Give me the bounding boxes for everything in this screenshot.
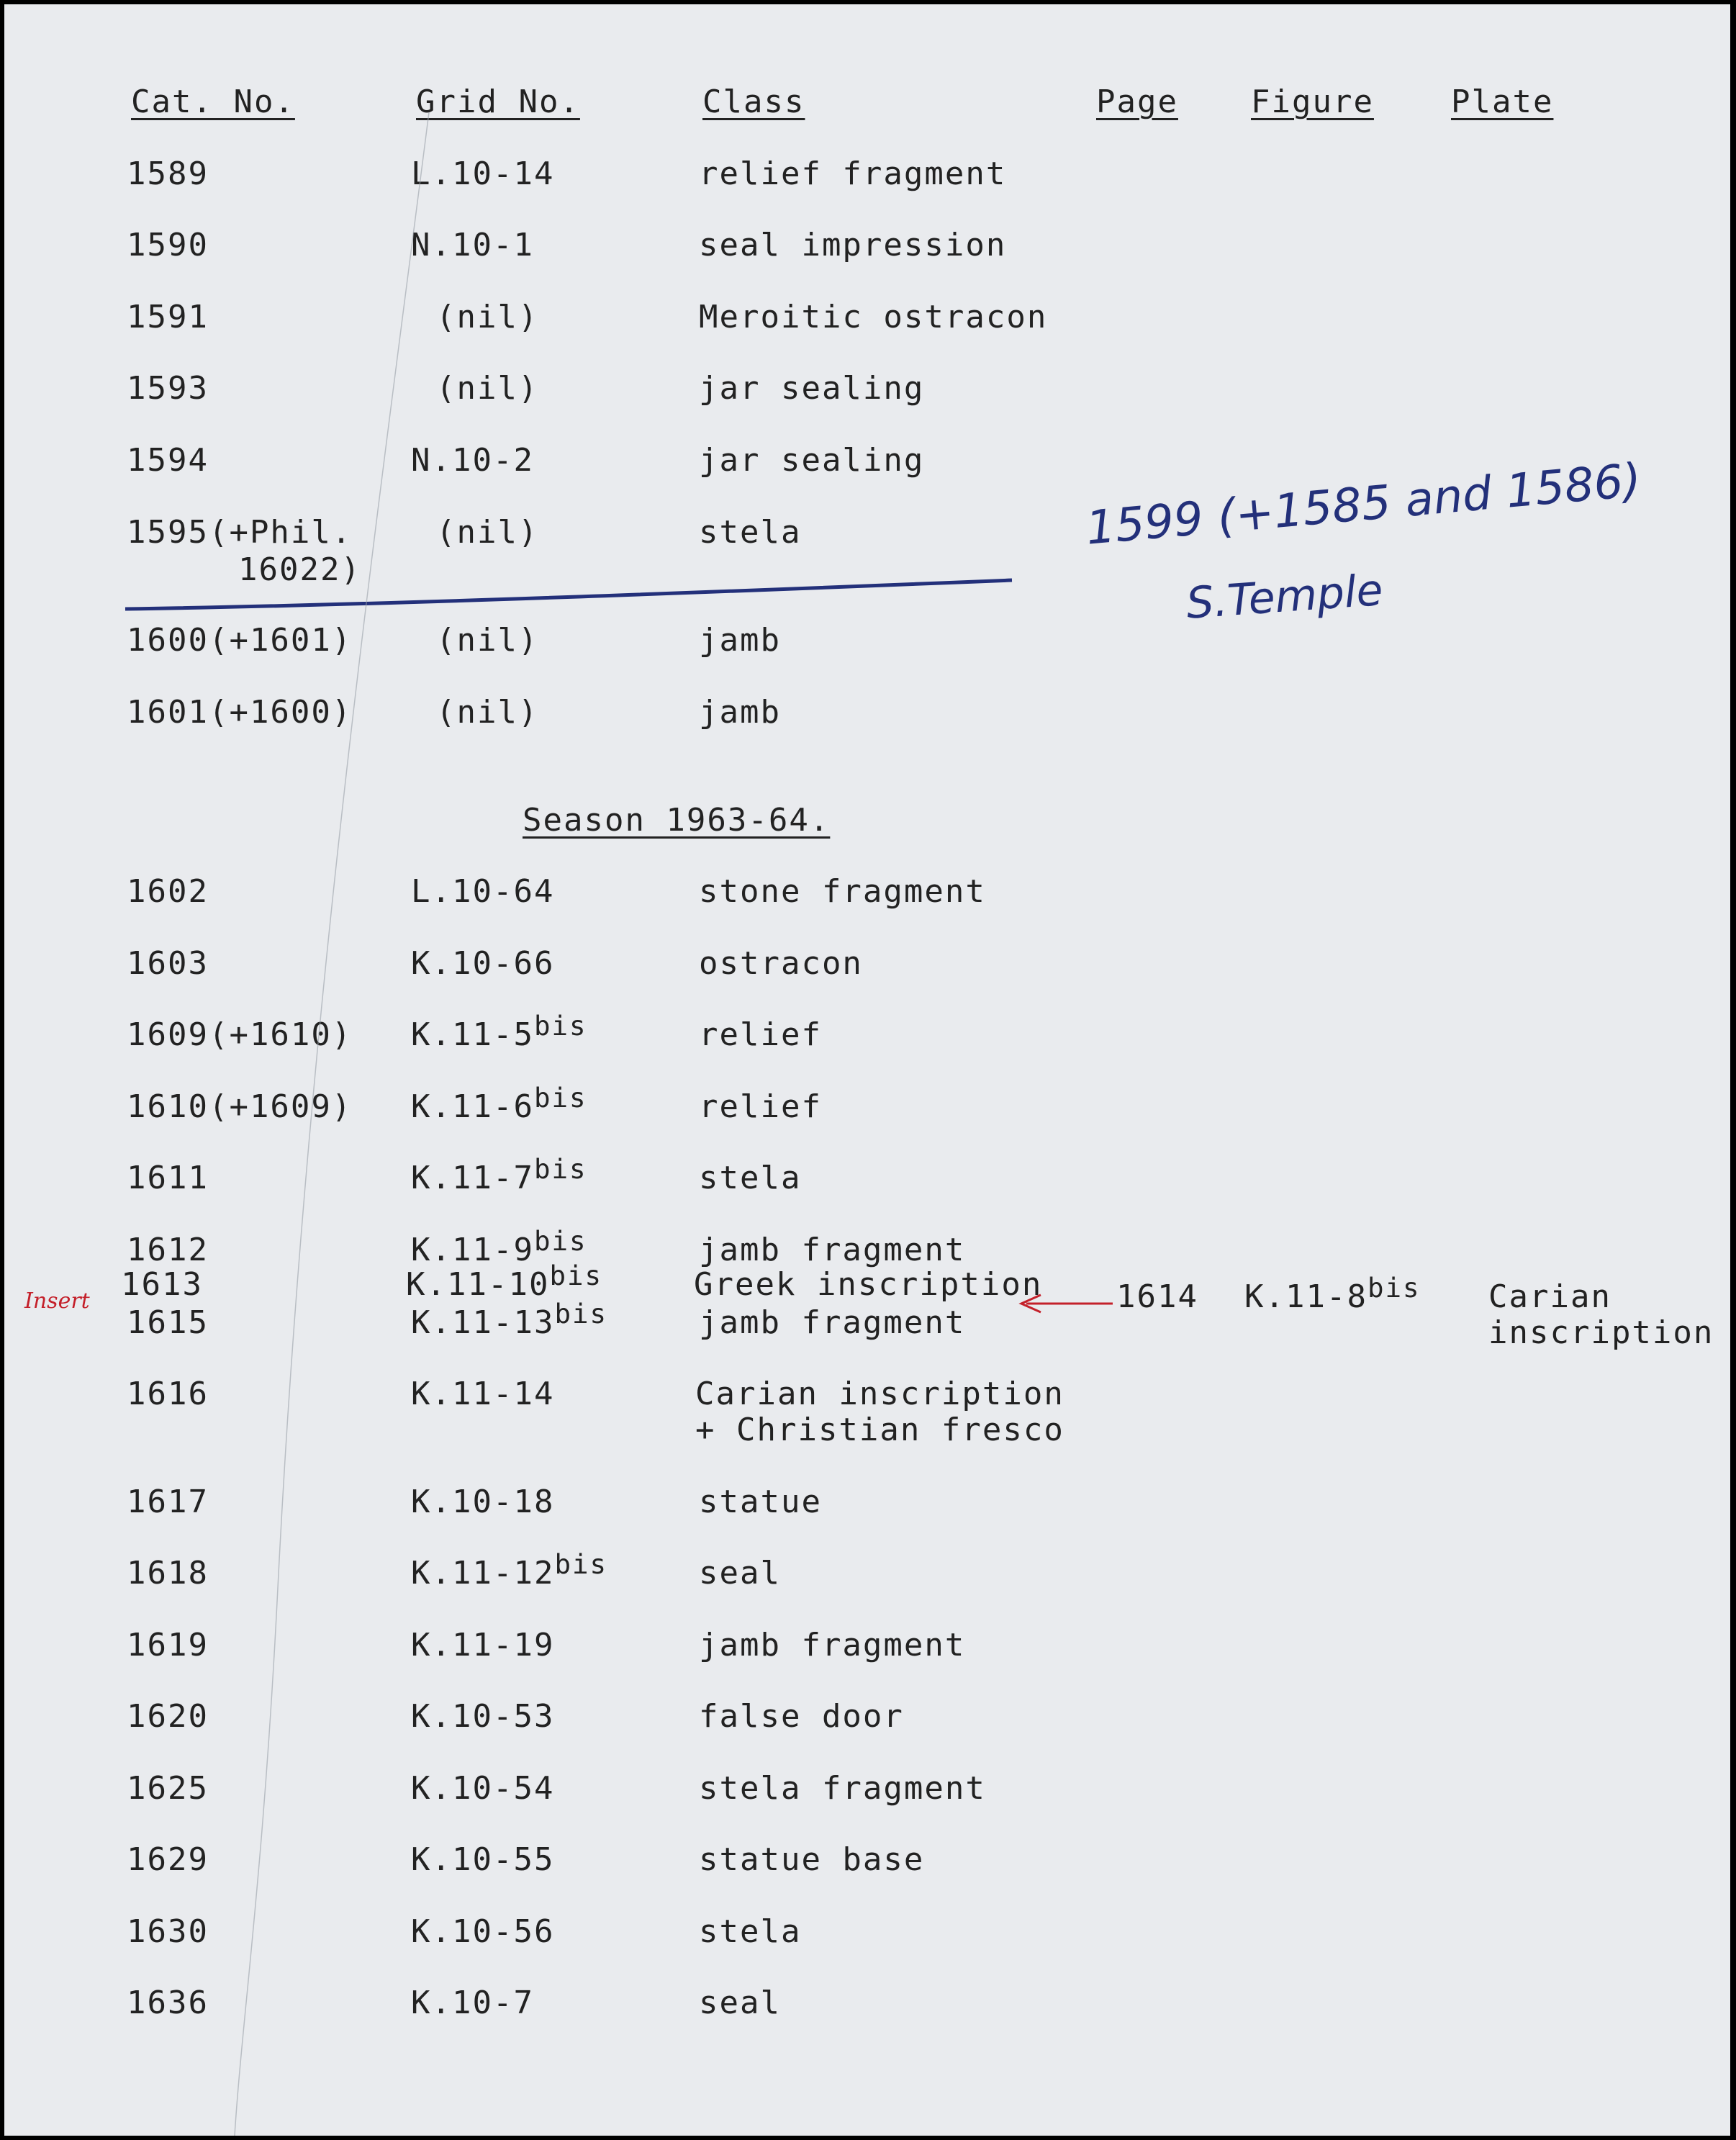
cat-no: 1611 [127,1160,209,1196]
insert-mark: Insert [24,1288,90,1314]
header-page: Page [1096,83,1178,120]
cat-no: 1636 [127,1985,209,2021]
class-label: jamb fragment [699,1232,966,1268]
cat-no: 1618 [127,1555,209,1592]
grid-no: K.10-53 [411,1698,555,1735]
blue-separator-line [125,580,1012,609]
grid-no: (nil) [436,622,539,659]
class-label-continued: + Christian fresco [695,1412,1064,1448]
cat-no: 1594 [127,442,209,479]
class-label: seal [699,1985,781,2021]
grid-no: $K.11-6^{bis}$ [411,1082,587,1125]
class-label: jamb fragment [699,1627,966,1663]
cat-no: 1603 [127,945,209,982]
class-label: stela [699,514,802,551]
cat-no: 1589 [127,155,209,192]
cat-no: 1612 [127,1232,209,1268]
grid-no: $K.11-7^{bis}$ [411,1153,587,1196]
class-label: relief fragment [699,155,1007,192]
cat-no-continued: 16022) [238,551,361,588]
class-label: seal impression [699,227,1007,263]
pen-strokes [4,4,1730,2136]
handwritten-note-line2: S.Temple [1185,564,1385,629]
grid-no: $K.11-10^{bis}$ [406,1260,602,1303]
class-label: relief [699,1016,822,1053]
class-label: false door [699,1698,904,1735]
grid-no: K.10-55 [411,1841,555,1878]
header-grid-no: Grid No. [416,83,580,120]
class-label: stela fragment [699,1770,986,1807]
class-label: stela [699,1913,802,1950]
cat-no: 1615 [127,1304,209,1341]
cat-no: 1593 [127,370,209,407]
cat-no: 1629 [127,1841,209,1878]
document-page [4,4,1730,2136]
grid-no: K.11-14 [411,1376,555,1412]
grid-no: $K.11-13^{bis}$ [411,1298,607,1341]
grid-no: L.10-14 [411,155,555,192]
class-label: statue base [699,1841,925,1878]
grid-no: K.10-7 [411,1985,534,2021]
grid-no: (nil) [436,514,539,551]
pencil-line [235,112,429,2136]
class-label: jar sealing [699,442,925,479]
cat-no: 1619 [127,1627,209,1663]
class-label: stone fragment [699,873,986,910]
cat-no: 1613 [121,1266,203,1303]
grid-no: K.10-54 [411,1770,555,1807]
grid-no: K.10-56 [411,1913,555,1950]
grid-no: K.11-19 [411,1627,555,1663]
class-label: jamb fragment [699,1304,966,1341]
class-label: Greek inscription [694,1266,1043,1303]
grid-no: $K.11-9^{bis}$ [411,1225,587,1268]
cat-no: 1609(+1610) [127,1016,353,1053]
cat-no: 1602 [127,873,209,910]
class-label: jamb [699,694,781,731]
cat-no: 1600(+1601) [127,622,353,659]
grid-no: K.10-66 [411,945,555,982]
cat-no: 1625 [127,1770,209,1807]
grid-no: N.10-2 [411,442,534,479]
cat-no: 1617 [127,1484,209,1520]
header-class: Class [702,83,805,120]
grid-no: $K.11-5^{bis}$ [411,1010,587,1053]
grid-no: K.10-18 [411,1484,555,1520]
grid-no: (nil) [436,370,539,407]
inserted-class-continued: inscription [1488,1314,1714,1351]
grid-no: N.10-1 [411,227,534,263]
class-label: stela [699,1160,802,1196]
cat-no: 1630 [127,1913,209,1950]
cat-no: 1590 [127,227,209,263]
cat-no: 1595(+Phil. [127,514,353,551]
header-cat-no: Cat. No. [131,83,295,120]
class-label: Meroitic ostracon [699,299,1048,335]
header-plate: Plate [1451,83,1554,120]
cat-no: 1620 [127,1698,209,1735]
handwritten-note-line1: 1599 (+1585 and 1586) [1084,453,1644,556]
grid-no: (nil) [436,694,539,731]
inserted-grid-no: $K.11-8^{bis}$ [1244,1272,1421,1315]
cat-no: 1601(+1600) [127,694,353,731]
grid-no: $K.11-12^{bis}$ [411,1548,607,1592]
class-label: ostracon [699,945,863,982]
class-label: seal [699,1555,781,1592]
cat-no: 1616 [127,1376,209,1412]
class-label: Carian inscription [695,1376,1064,1412]
inserted-cat-no: 1614 [1116,1278,1198,1315]
class-label: statue [699,1484,822,1520]
header-figure: Figure [1251,83,1374,120]
season-heading: Season 1963-64. [523,802,831,839]
cat-no: 1610(+1609) [127,1088,353,1125]
cat-no: 1591 [127,299,209,335]
class-label: jamb [699,622,781,659]
class-label: relief [699,1088,822,1125]
inserted-class: Carian [1488,1278,1611,1315]
grid-no: L.10-64 [411,873,555,910]
grid-no: (nil) [436,299,539,335]
class-label: jar sealing [699,370,925,407]
